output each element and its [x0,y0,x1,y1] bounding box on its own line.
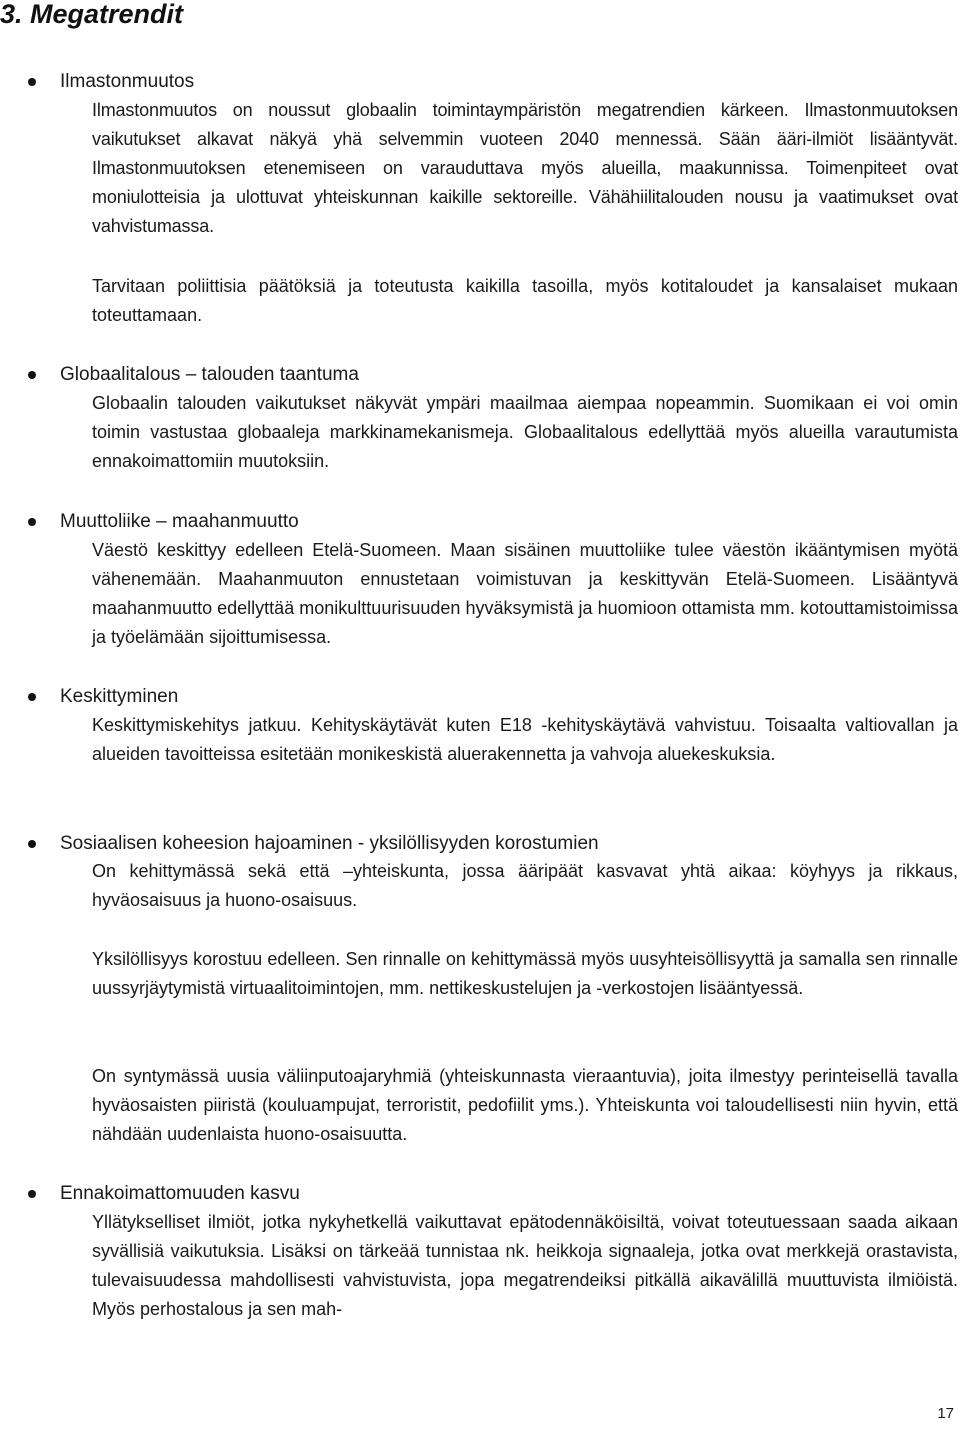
trend-paragraph: Väestö keskittyy edelleen Etelä-Suomeen. Maan sisäinen muuttoliike tulee väestön ikääntymisen myötä vähenemään. Maahanmuuton ennustetaan voimistuvan ja keskittyvän Etelä-Suomeen. Lisääntyvä maahanmuutto edellyttää monikulttuurisuuden hyväksymistä ja huomioon ottamista mm. kotouttamistoimissa ja työelämään sijoittumisessa. [92,540,958,647]
trend-paragraph: On kehittymässä sekä että –yhteiskunta, jossa ääripäät kasvavat yhtä aikaa: köyhyys ja rikkaus, hyväosaisuus ja huono-osaisuus. [92,861,958,910]
page-number: 17 [937,1405,954,1422]
trend-paragraph: Ilmastonmuutos on noussut globaalin toimintaympäristön megatrendien kärkeen. Ilmastonmuutoksen vaikutukset alkavat näkyä yhä selvemmin vuoteen 2040 mennessä. Sään ääri-ilmiöt lisääntyvät. Ilmastonmuutoksen etenemiseen on varauduttava myös alueilla, maakunnissa. Toimenpiteet ovat moniulotteisia ja ulottuvat yhteiskunnan kaikille sektoreille. Vähähiilitalouden nousu ja vaatimukset ovat vahvistumassa. [92,100,958,236]
trend-title: Globaalitalous – talouden taantuma [60,364,359,385]
trend-title: Ilmastonmuutos [60,71,195,92]
trend-paragraph: Keskittymiskehitys jatkuu. Kehityskäytävät kuten E18 -kehityskäytävä vahvistuu. Toisaalta valtiovallan ja alueiden tavoitteissa esitetään monikeskistä aluerakennetta ja vahvoja aluekeskuksia. [92,715,958,764]
trend-paragraph: Yllätykselliset ilmiöt, jotka nykyhetkellä vaikuttavat epätodennäköisiltä, voivat toteutuessaan saada aikaan syvällisiä vaikutuksia. Lisäksi on tärkeää tunnistaa nk. heikkoja signaaleja, jotka ovat merkkejä orastavista, tulevaisuudessa mahdollisesti vahvistuvista, jopa megatrendeiksi pitkällä aikavälillä muuttuvista ilmiöistä. Myös perhostalous ja sen mah- [92,1212,958,1319]
bullet-icon [28,78,36,86]
bullet-icon [28,518,36,526]
trend-title: Sosiaalisen koheesion hajoaminen - yksilöllisyyden korostumien [60,833,599,854]
trend-title: Muuttoliike – maahanmuutto [60,511,299,532]
trend-paragraph: Globaalin talouden vaikutukset näkyvät ympäri maailmaa aiempaa nopeammin. Suomikaan ei voi omin toimin vastustaa globaaleja markkinamekanismeja. Globaalitalous edellyttää myös alueilla varautumista ennakoimattomiin muutoksiin. [92,393,958,471]
bullet-icon [28,371,36,379]
trend-title: Ennakoimattomuuden kasvu [60,1183,300,1204]
trend-title: Keskittyminen [60,686,179,707]
bullet-icon [28,1190,36,1198]
bullet-icon [28,693,36,701]
bullet-icon [28,840,36,848]
trend-paragraph: Tarvitaan poliittisia päätöksiä ja toteutusta kaikilla tasoilla, myös kotitaloudet ja kansalaiset mukaan toteuttamaan. [92,276,958,325]
section-heading: 3. Megatrendit [0,0,184,29]
trend-paragraph: On syntymässä uusia väliinputoajaryhmiä (yhteiskunnasta vieraantuvia), joita ilmestyy perinteisellä tavalla hyväosaisten piiristä (kouluampujat, terroristit, pedofiilit yms.). Yhteiskunta voi taloudellisesti niin hyvin, että nähdään uudenlaista huono-osaisuutta. [92,1066,958,1144]
trend-paragraph: Yksilöllisyys korostuu edelleen. Sen rinnalle on kehittymässä myös uusyhteisöllisyyttä ja samalla sen rinnalle uussyrjäytymistä virtuaalitoimintojen, mm. nettikeskustelujen ja -verkostojen lisääntyessä. [92,949,958,998]
